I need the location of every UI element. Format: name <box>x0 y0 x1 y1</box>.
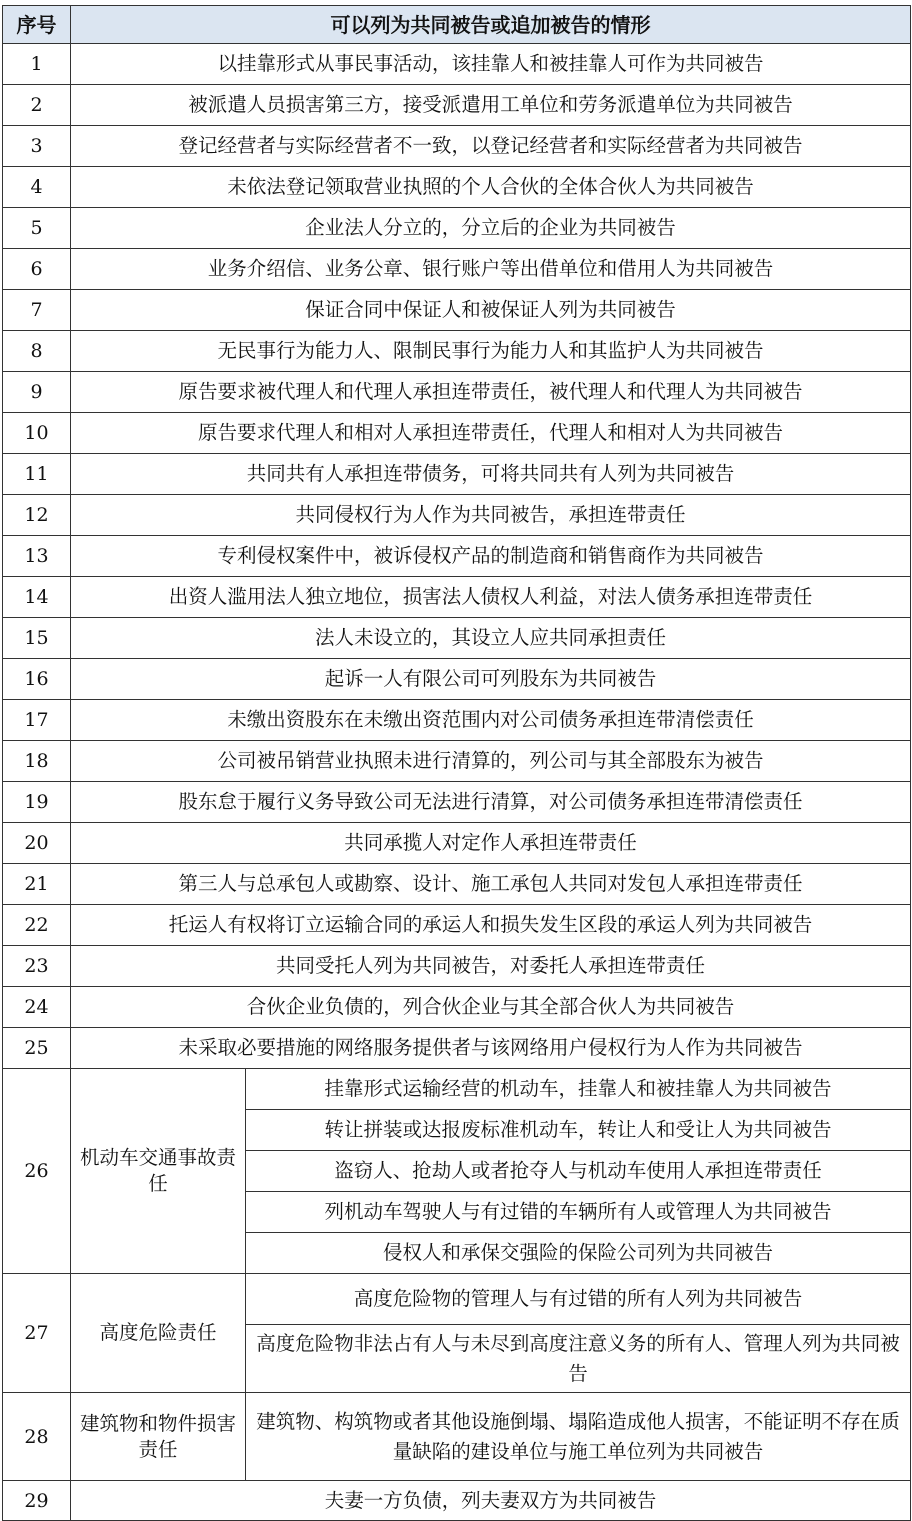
table-row <box>3 44 911 85</box>
defendant-cases-table <box>2 5 911 1521</box>
row-text: 被派遣人员损害第三方，接受派遣用工单位和劳务派遣单位为共同被告 <box>71 85 911 126</box>
row-text: 共同受托人列为共同被告，对委托人承担连带责任 <box>71 946 911 987</box>
row-number: 6 <box>3 249 71 290</box>
row-text: 起诉一人有限公司可列股东为共同被告 <box>71 659 911 700</box>
table-row <box>3 864 911 905</box>
row-number: 9 <box>3 372 71 413</box>
row-text: 登记经营者与实际经营者不一致，以登记经营者和实际经营者为共同被告 <box>71 126 911 167</box>
row-number: 15 <box>3 618 71 659</box>
row-number: 17 <box>3 700 71 741</box>
row-number: 24 <box>3 987 71 1028</box>
table-row <box>3 946 911 987</box>
group-28-item: 建筑物、构筑物或者其他设施倒塌、塌陷造成他人损害，不能证明不存在质量缺陷的建设单位与施工单位列为共同被告 <box>246 1393 911 1481</box>
row-number: 25 <box>3 1028 71 1069</box>
table-row <box>3 1481 911 1521</box>
row-number: 13 <box>3 536 71 577</box>
table-row <box>3 700 911 741</box>
table-row <box>3 85 911 126</box>
row-number: 21 <box>3 864 71 905</box>
row-text: 夫妻一方负债，列夫妻双方为共同被告 <box>71 1481 911 1521</box>
row-text: 以挂靠形式从事民事活动，该挂靠人和被挂靠人可作为共同被告 <box>71 44 911 85</box>
row-text: 股东怠于履行义务导致公司无法进行清算，对公司债务承担连带清偿责任 <box>71 782 911 823</box>
row-number: 20 <box>3 823 71 864</box>
header-index: 序号 <box>3 6 71 44</box>
row-number: 2 <box>3 85 71 126</box>
group-26-item: 转让拼装或达报废标准机动车，转让人和受让人为共同被告 <box>246 1110 911 1151</box>
row-text: 原告要求代理人和相对人承担连带责任，代理人和相对人为共同被告 <box>71 413 911 454</box>
table-row <box>3 782 911 823</box>
table-row <box>3 987 911 1028</box>
row-text: 业务介绍信、业务公章、银行账户等出借单位和借用人为共同被告 <box>71 249 911 290</box>
table-row <box>3 167 911 208</box>
table-row <box>3 290 911 331</box>
row-text: 未依法登记领取营业执照的个人合伙的全体合伙人为共同被告 <box>71 167 911 208</box>
row-number: 14 <box>3 577 71 618</box>
table-row <box>3 208 911 249</box>
row-text: 保证合同中保证人和被保证人列为共同被告 <box>71 290 911 331</box>
group-27-row <box>3 1274 911 1325</box>
row-text: 共同共有人承担连带债务，可将共同共有人列为共同被告 <box>71 454 911 495</box>
group-28-row <box>3 1393 911 1481</box>
table-row <box>3 577 911 618</box>
table-row <box>3 331 911 372</box>
row-number: 10 <box>3 413 71 454</box>
table-row <box>3 126 911 167</box>
table-row <box>3 454 911 495</box>
group-28-category: 建筑物和物件损害责任 <box>71 1393 246 1481</box>
table-body <box>3 44 911 1521</box>
table-row <box>3 618 911 659</box>
header-row <box>3 6 911 44</box>
row-text: 原告要求被代理人和代理人承担连带责任，被代理人和代理人为共同被告 <box>71 372 911 413</box>
table-row <box>3 495 911 536</box>
row-text: 专利侵权案件中，被诉侵权产品的制造商和销售商作为共同被告 <box>71 536 911 577</box>
row-number: 4 <box>3 167 71 208</box>
row-number: 11 <box>3 454 71 495</box>
row-text: 共同承揽人对定作人承担连带责任 <box>71 823 911 864</box>
group-26-number: 26 <box>3 1069 71 1274</box>
group-26-item: 盗窃人、抢劫人或者抢夺人与机动车使用人承担连带责任 <box>246 1151 911 1192</box>
table-row <box>3 741 911 782</box>
row-number: 29 <box>3 1481 71 1521</box>
header-title: 可以列为共同被告或追加被告的情形 <box>71 6 911 44</box>
row-text: 公司被吊销营业执照未进行清算的，列公司与其全部股东为被告 <box>71 741 911 782</box>
group-27-category: 高度危险责任 <box>71 1274 246 1393</box>
table-row <box>3 905 911 946</box>
row-text: 法人未设立的，其设立人应共同承担责任 <box>71 618 911 659</box>
row-number: 18 <box>3 741 71 782</box>
table-row <box>3 413 911 454</box>
row-text: 第三人与总承包人或勘察、设计、施工承包人共同对发包人承担连带责任 <box>71 864 911 905</box>
table-row <box>3 659 911 700</box>
table-row <box>3 536 911 577</box>
row-number: 23 <box>3 946 71 987</box>
group-28-number: 28 <box>3 1393 71 1481</box>
row-number: 7 <box>3 290 71 331</box>
group-26-category: 机动车交通事故责任 <box>71 1069 246 1274</box>
row-text: 托运人有权将订立运输合同的承运人和损失发生区段的承运人列为共同被告 <box>71 905 911 946</box>
group-27-item: 高度危险物非法占有人与未尽到高度注意义务的所有人、管理人列为共同被告 <box>246 1325 911 1393</box>
row-number: 1 <box>3 44 71 85</box>
row-number: 12 <box>3 495 71 536</box>
table-row <box>3 372 911 413</box>
row-text: 共同侵权行为人作为共同被告，承担连带责任 <box>71 495 911 536</box>
row-number: 5 <box>3 208 71 249</box>
row-text: 企业法人分立的，分立后的企业为共同被告 <box>71 208 911 249</box>
row-text: 无民事行为能力人、限制民事行为能力人和其监护人为共同被告 <box>71 331 911 372</box>
row-number: 8 <box>3 331 71 372</box>
row-text: 未采取必要措施的网络服务提供者与该网络用户侵权行为人作为共同被告 <box>71 1028 911 1069</box>
row-number: 3 <box>3 126 71 167</box>
group-26-row <box>3 1069 911 1110</box>
group-26-item: 侵权人和承保交强险的保险公司列为共同被告 <box>246 1233 911 1274</box>
group-26-item: 挂靠形式运输经营的机动车，挂靠人和被挂靠人为共同被告 <box>246 1069 911 1110</box>
row-text: 合伙企业负债的，列合伙企业与其全部合伙人为共同被告 <box>71 987 911 1028</box>
group-27-item: 高度危险物的管理人与有过错的所有人列为共同被告 <box>246 1274 911 1325</box>
row-text: 未缴出资股东在未缴出资范围内对公司债务承担连带清偿责任 <box>71 700 911 741</box>
row-text: 出资人滥用法人独立地位，损害法人债权人利益，对法人债务承担连带责任 <box>71 577 911 618</box>
table-row <box>3 823 911 864</box>
row-number: 16 <box>3 659 71 700</box>
row-number: 22 <box>3 905 71 946</box>
group-27-number: 27 <box>3 1274 71 1393</box>
group-26-item: 列机动车驾驶人与有过错的车辆所有人或管理人为共同被告 <box>246 1192 911 1233</box>
table-row <box>3 1028 911 1069</box>
row-number: 19 <box>3 782 71 823</box>
table-row <box>3 249 911 290</box>
